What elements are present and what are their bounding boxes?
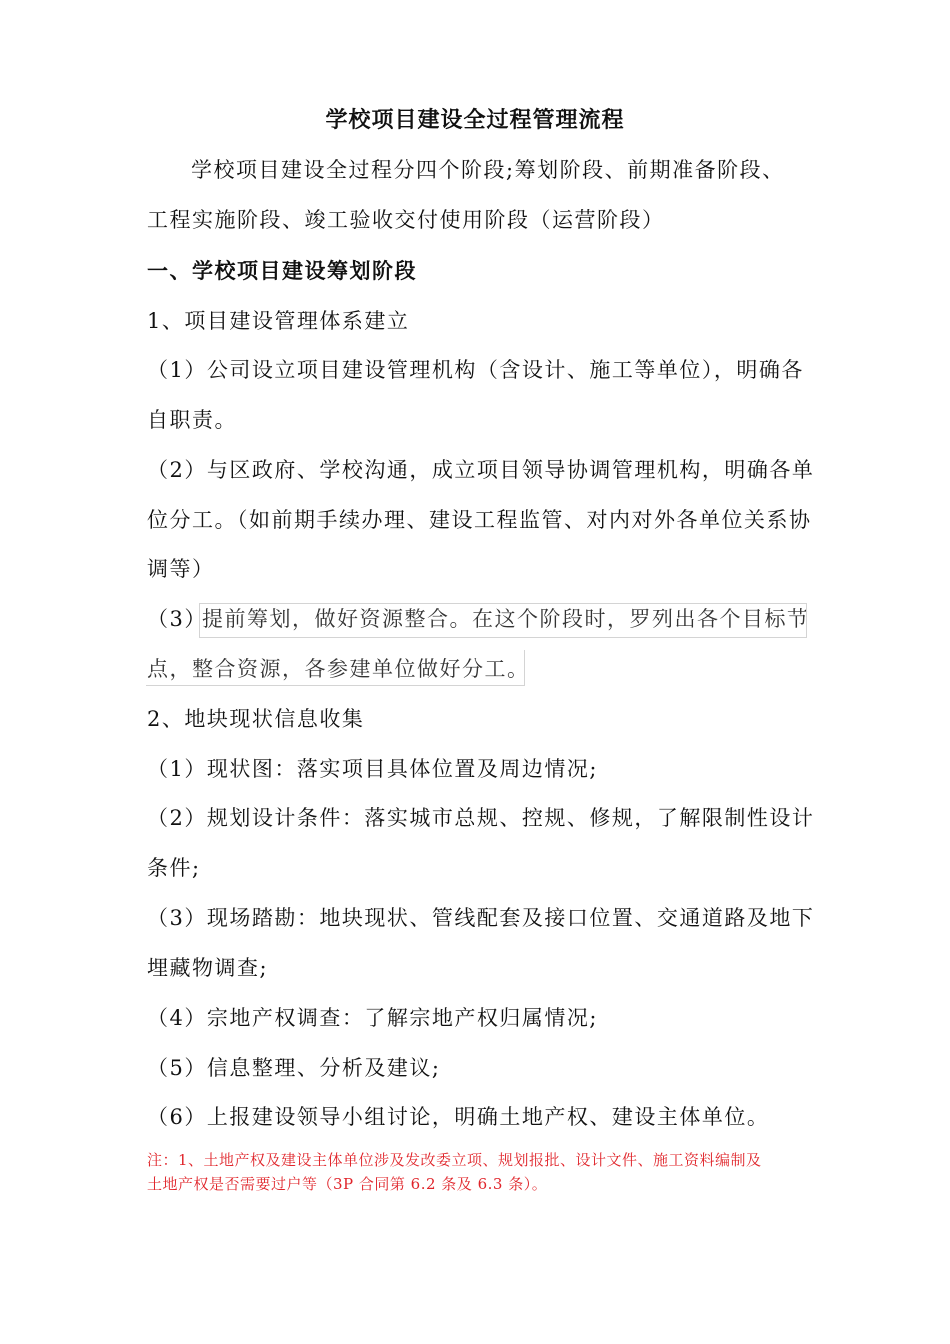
sub2-item-3-line-1: （3）现场踏勘：地块现状、管线配套及接口位置、交通道路及地下: [147, 906, 815, 930]
sub2-item-1: （1）现状图：落实项目具体位置及周边情况;: [147, 757, 598, 781]
document-title: 学校项目建设全过程管理流程: [325, 107, 625, 133]
sub1-item-1-line-2: 自职责。: [147, 408, 237, 432]
sub1-item-3-line-1: 提前筹划，做好资源整合。在这个阶段时，罗列出各个目标节: [202, 607, 810, 631]
note-line-2: 土地产权是否需要过户等（3P 合同第 6.2 条及 6.3 条）。: [147, 1175, 548, 1193]
sub1-item-3-prefix: （3）: [147, 607, 207, 631]
sub2-item-3-line-2: 埋藏物调查;: [147, 956, 269, 980]
sub1-item-2-line-2: 位分工。（如前期手续办理、建设工程监管、对内对外各单位关系协: [147, 508, 812, 532]
subsection-2-heading: 2、地块现状信息收集: [147, 707, 365, 731]
sub2-item-2-line-1: （2）规划设计条件：落实城市总规、控规、修规，了解限制性设计: [147, 806, 815, 830]
sub1-item-2-line-1: （2）与区政府、学校沟通，成立项目领导协调管理机构，明确各单: [147, 458, 815, 482]
sub2-item-2-line-2: 条件;: [147, 856, 201, 880]
sub1-item-1-line-1: （1）公司设立项目建设管理机构（含设计、施工等单位），明确各: [147, 358, 804, 382]
intro-line-2: 工程实施阶段、竣工验收交付使用阶段（运营阶段）: [147, 208, 665, 232]
sub1-item-3-line-2: 点，整合资源，各参建单位做好分工。: [147, 657, 530, 681]
subsection-1-heading: 1、项目建设管理体系建立: [147, 309, 410, 333]
sub2-item-6: （6）上报建设领导小组讨论，明确土地产权、建设主体单位。: [147, 1105, 770, 1129]
section-1-heading: 一、学校项目建设筹划阶段: [147, 258, 417, 283]
sub1-item-2-line-3: 调等）: [147, 557, 215, 581]
sub2-item-4: （4）宗地产权调查：了解宗地产权归属情况;: [147, 1006, 598, 1030]
intro-line-1: 学校项目建设全过程分四个阶段;筹划阶段、前期准备阶段、: [191, 158, 785, 182]
sub2-item-5: （5）信息整理、分析及建议;: [147, 1056, 441, 1080]
note-line-1: 注：1、土地产权及建设主体单位涉及发改委立项、规划报批、设计文件、施工资料编制及: [147, 1151, 762, 1169]
